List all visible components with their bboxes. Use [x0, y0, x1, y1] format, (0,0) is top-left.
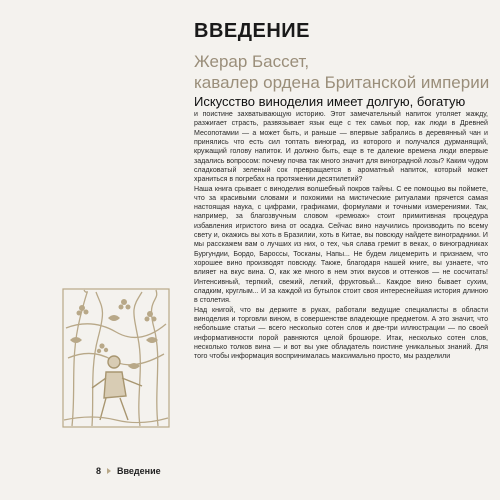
- author-name: Жерар Бассет,: [194, 52, 310, 71]
- page-number: 8: [96, 466, 102, 476]
- paragraph-3: Над книгой, что вы держите в руках, работали ведущие специалисты в области виноделия и торговли вином, в совершенстве владеющие предметом. А это значит, что небольшие статьи — всего несколько сотен слов и две-три иллюстрации — по своей информативности порой равняются целой брошюре. Итак, несколько сотен слов, несколько толков вина — и вот вы уже обладатель поистине уникальных знаний. Для того чтобы информация воспринималась максимально просто, мы разделили: [194, 306, 488, 361]
- paragraph-2: Наша книга срывает с виноделия волшебный покров тайны. С ее помощью вы поймете, что за красивыми словами и похожими на мистические ритуалами прячется самая настоящая наука, с цифрами, графиками, формулами и точными измерениями. Так, например, за благозвучным словом «ремюаж» стоит примитивная процедура избавления игристого вина от осадка. Сейчас вино научились производить по всему свету и, окажись вы хоть в Бразилии, хоть в Китае, вы повсюду найдете виноградники. И мы расскажем вам о лучших из них, о тех, чья слава гремит в веках, о виноградниках Бургундии, Бордо, Бароссы, Тосканы, Напы... Не будем лицемерить и признаем, что хорошее вино производят повсюду. Также, благодаря нашей книге, вы узнаете, что влияет на вкус вина. О, как же много в нем этих вкусов и оттенков — не сосчитать! Интенсивный, терпкий, свежий, легкий, фруктовый... Каждое вино бывает сухим, сладким, круглым... И за каждой из бутылок стоит своя интереснейшая история длиною в столетия.: [194, 185, 488, 305]
- body-column: [194, 95, 488, 361]
- page-footer: [96, 466, 161, 476]
- body-text: [194, 110, 488, 361]
- author-title: кавалер ордена Британской империи: [194, 73, 490, 92]
- lead-line: Искусство виноделия имеет долгую, богатую: [194, 94, 466, 109]
- arrow-icon: [107, 468, 111, 474]
- vineyard-woodcut-illustration: [62, 288, 170, 428]
- paragraph-1: и поистине захватывающую историю. Этот замечательный напиток утоляет жажду, разжигает страсть, развязывает язык еще с тех самых пор, как люди в Древней Месопотамии — а может быть, и раньше — впервые забрались в деревянный чан и принялись что есть сил топтать виноград, из которого и получался дурманящий, кружащий голову напиток. И должно быть, еще в те далекие времена люди впервые задались вопросом: почему почва так много значит для виноградной лозы? Каким чудом сладковатый зеленый сок превращается в ароматный напиток, который может храниться в погребах на протяжении десятилетий?: [194, 111, 488, 184]
- footer-section-label: Введение: [117, 466, 161, 476]
- chapter-heading: ВВЕДЕНИЕ: [194, 20, 310, 42]
- author-subtitle: [194, 51, 494, 93]
